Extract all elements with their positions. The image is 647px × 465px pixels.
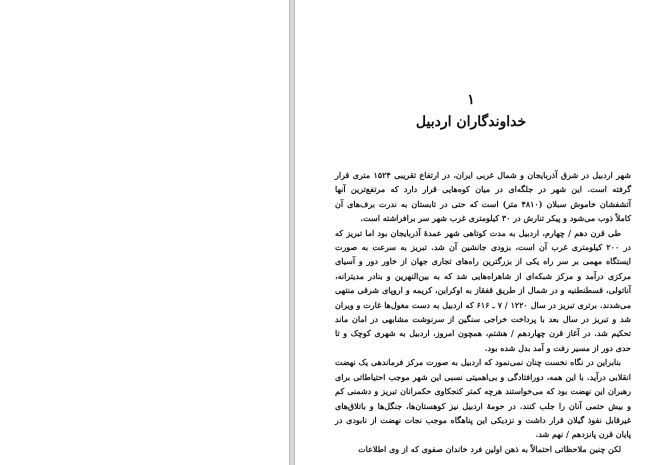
chapter-title: خداوندگاران اردبیل [415,114,527,130]
chapter-number: ۱ [467,92,475,108]
chapter-body [335,168,631,456]
paragraph: لکن چنین ملاحظاتی احتمالاً به ذهن اولین فرد خاندان صفوی که از وی اطلاعات [358,443,621,454]
paragraph: طی قرن دهم / چهارم، اردبیل به مدت کوتاهی شهر عمدهٔ آذربایجان بود اما تبریز که در ۲۰۰ کیلومتری غرب آن است، بزودی جانشین آن شد. تبریز به سرعت به صورت ایستگاه مهمی بر سر راه یکی از بزرگترین راه‌های تجاری جهان از خاور دور و آسیای مرکزی درآمد و مرکز شبکه‌ای از شاهراه‌هایی شد که به بین‌النهرین و بنادر مدیترانه، آناتولی، قسطنطنیه و در شمال از طریق قفقاز به اوکراین، کریمه و اروپای شرقی منتهی می‌شدند. برتری تبریز در سال ۱۲۲۰ / ۷ ـ ۶۱۶ که اردبیل به دست مغول‌ها غارت و ویران شد و تبریز در سال بعد با پرداخت خراجی سنگین از سرنوشت مشابهی در امان ماند تحکیم شد. در آغاز قرن چهاردهم / هشتم، همچون امروز، اردبیل به شهری کوچک و تا حدی دور از مسیر رفت و آمد بدل شده بود. [335,227,631,353]
paragraph: بنابراین در نگاه نخست چنان نمی‌نمود که اردبیل به صورت مرکز فرماندهی یک نهضت انقلابی درآید. با این همه، دورافتادگی و بی‌اهمیتی نسبی این شهر موجب احتیاطاتی برای رهبران این نهضت بود که می‌خواستند هرچه کمتر کنجکاوی حکمرانان تبریز و دشمنی کم و بیش حتمی آنان را جلب کنند. در حومهٔ اردبیل نیز کوهستان‌ها، جنگل‌ها و باتلاق‌های غیرقابل نفوذ گیلان قرار داشت و نزدیکی این پناهگاه موجب نجات نهضت از نابودی در پایان قرن پانزدهم / نهم شد. [335,357,631,440]
paragraph: شهر اردبیل در شرق آذربایجان و شمال غربی ایران، در ارتفاع تقریبی ۱۵۲۴ متری قرار گرفته است. این شهر در جلگه‌ای در میان کوه‌هایی قرار دارد که مرتفع‌ترین آنها آتشفشان خاموش سبلان (۴۸۱۰ متر) است که حتی در تابستان به ندرت برف‌های آن کاملاً ذوب می‌شود و پیکر تنارش در ۳۰ کیلومتری غرب شهر سر برافراشته است. [335,170,631,224]
right-page [295,0,647,465]
left-page-blank [0,0,289,465]
